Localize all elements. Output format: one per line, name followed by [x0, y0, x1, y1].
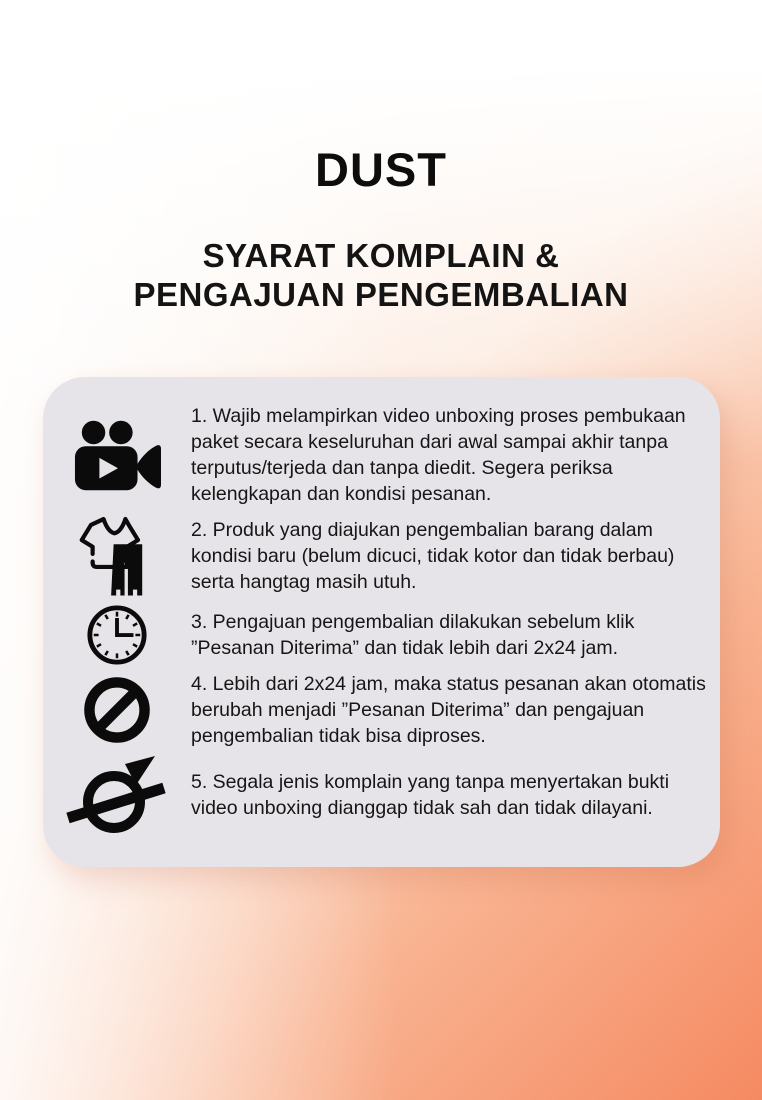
- policy-item-text: 5. Segala jenis komplain yang tanpa menyertakan bukti video unboxing dianggap tidak sah dan tidak dilayani.: [191, 771, 670, 819]
- policy-item-1: [43, 403, 720, 507]
- policy-item-4: [43, 671, 720, 749]
- clothing-icon: [43, 512, 191, 600]
- page-title-line2: PENGAJUAN PENGEMBALIAN: [133, 276, 629, 313]
- policy-item-text: 3. Pengajuan pengembalian dilakukan sebelum klik ”Pesanan Diterima” dan tidak lebih dari 2x24 jam.: [191, 611, 635, 659]
- policy-item-text: 4. Lebih dari 2x24 jam, maka status pesanan akan otomatis berubah menjadi ”Pesanan Diterima” dan pengajuan pengembalian tidak bisa diproses.: [191, 672, 706, 747]
- brand-logo: DUST: [315, 143, 447, 196]
- policy-item-5: [43, 753, 720, 837]
- policy-item-3: [43, 604, 720, 666]
- clock-icon: [43, 604, 191, 666]
- page-title-line1: SYARAT KOMPLAIN &: [202, 237, 560, 274]
- policy-item-2: [43, 512, 720, 600]
- policy-item-text: 2. Produk yang diajukan pengembalian barang dalam kondisi baru (belum dicuci, tidak kotor dan tidak berbau) serta hangtag masih utuh.: [191, 518, 675, 593]
- policy-card: [43, 377, 720, 867]
- page-title: [0, 236, 762, 314]
- prohibition-icon: [43, 672, 191, 748]
- crossed-circle-arrow-icon: [43, 753, 191, 837]
- policy-item-text: 1. Wajib melampirkan video unboxing proses pembukaan paket secara keseluruhan dari awal sampai akhir tanpa terputus/terjeda dan tanpa diedit. Segera periksa kelengkapan dan kondisi pesanan.: [191, 405, 686, 505]
- video-camera-icon: [43, 419, 191, 491]
